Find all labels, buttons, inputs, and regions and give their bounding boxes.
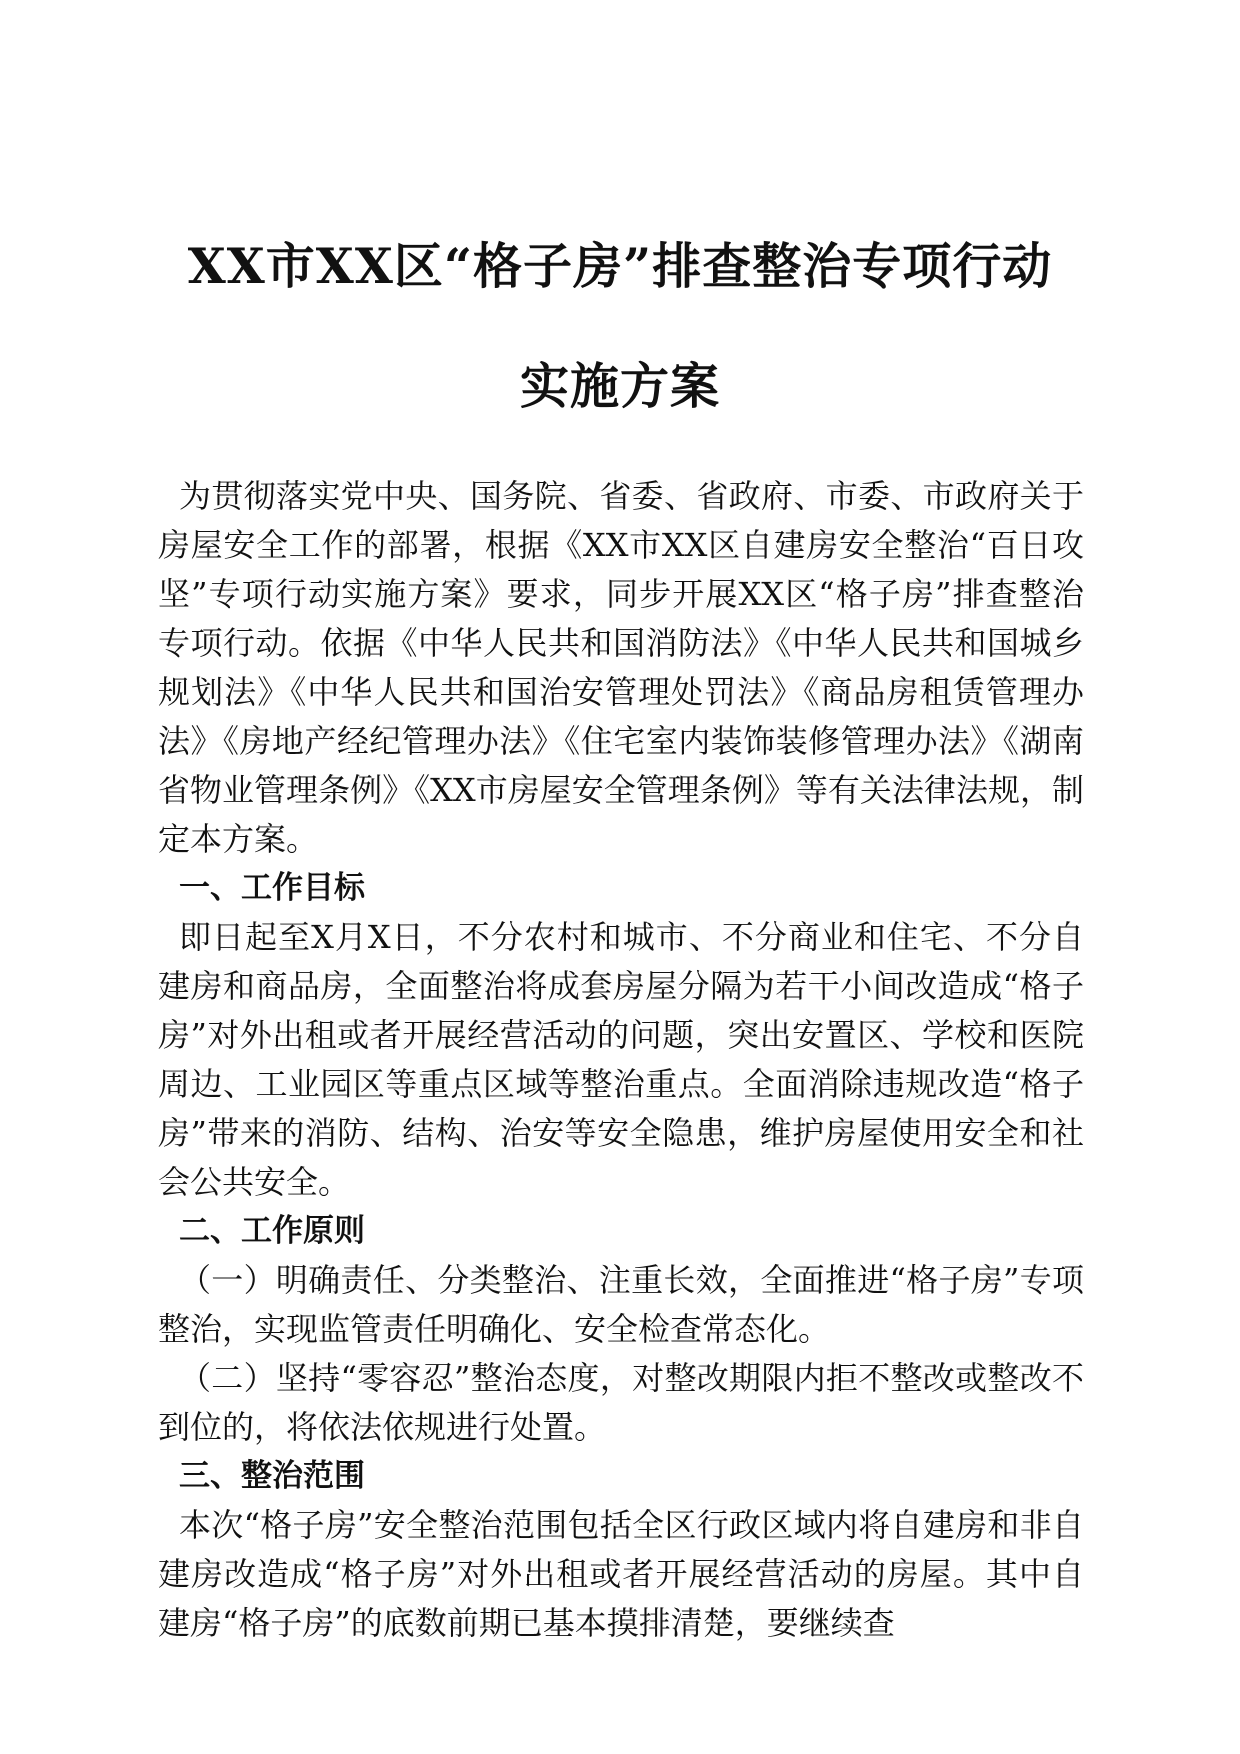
section-paragraph: 即日起至X月X日，不分农村和城市、不分商业和住宅、不分自建房和商品房，全面整治将成套房屋分隔为若干小间改造成“格子房”对外出租或者开展经营活动的问题，突出安置区、学校和医院周边、工业园区等重点区域等整治重点。全面消除违规改造“格子房”带来的消防、结构、治安等安全隐患，维护房屋使用安全和社会公共安全。	[158, 918, 1084, 1201]
section-paragraph: 本次“格子房”安全整治范围包括全区行政区域内将自建房和非自建房改造成“格子房”对外出租或者开展经营活动的房屋。其中自建房“格子房”的底数前期已基本摸排清楚，要继续查	[158, 1506, 1084, 1642]
section-paragraph: （二）坚持“零容忍”整治态度，对整改期限内拒不整改或整改不到位的，将依法依规进行处置。	[158, 1359, 1084, 1446]
section-paragraph: （一）明确责任、分类整治、注重长效，全面推进“格子房”专项整治，实现监管责任明确化、安全检查常态化。	[158, 1261, 1084, 1348]
section-heading: 三、整治范围	[179, 1458, 365, 1494]
document-title-line-1: XX市XX区“格子房”排查整治专项行动	[187, 237, 1053, 295]
document-body	[158, 472, 1084, 1648]
section-heading: 二、工作原则	[179, 1213, 365, 1249]
section-heading: 一、工作目标	[179, 870, 365, 906]
section-work-principles	[158, 1207, 1084, 1452]
intro-paragraph: 为贯彻落实党中央、国务院、省委、省政府、市委、市政府关于房屋安全工作的部署，根据《XX市XX区自建房安全整治“百日攻坚”专项行动实施方案》要求，同步开展XX区“格子房”排查整治专项行动。依据《中华人民共和国消防法》《中华人民共和国城乡规划法》《中华人民共和国治安管理处罚法》《商品房租赁管理办法》《房地产经纪管理办法》《住宅室内装饰装修管理办法》《湖南省物业管理条例》《XX市房屋安全管理条例》等有关法律法规，制定本方案。	[158, 477, 1084, 858]
section-scope	[158, 1452, 1084, 1648]
document-title-line-2: 实施方案	[519, 357, 720, 415]
section-work-goals	[158, 864, 1084, 1207]
